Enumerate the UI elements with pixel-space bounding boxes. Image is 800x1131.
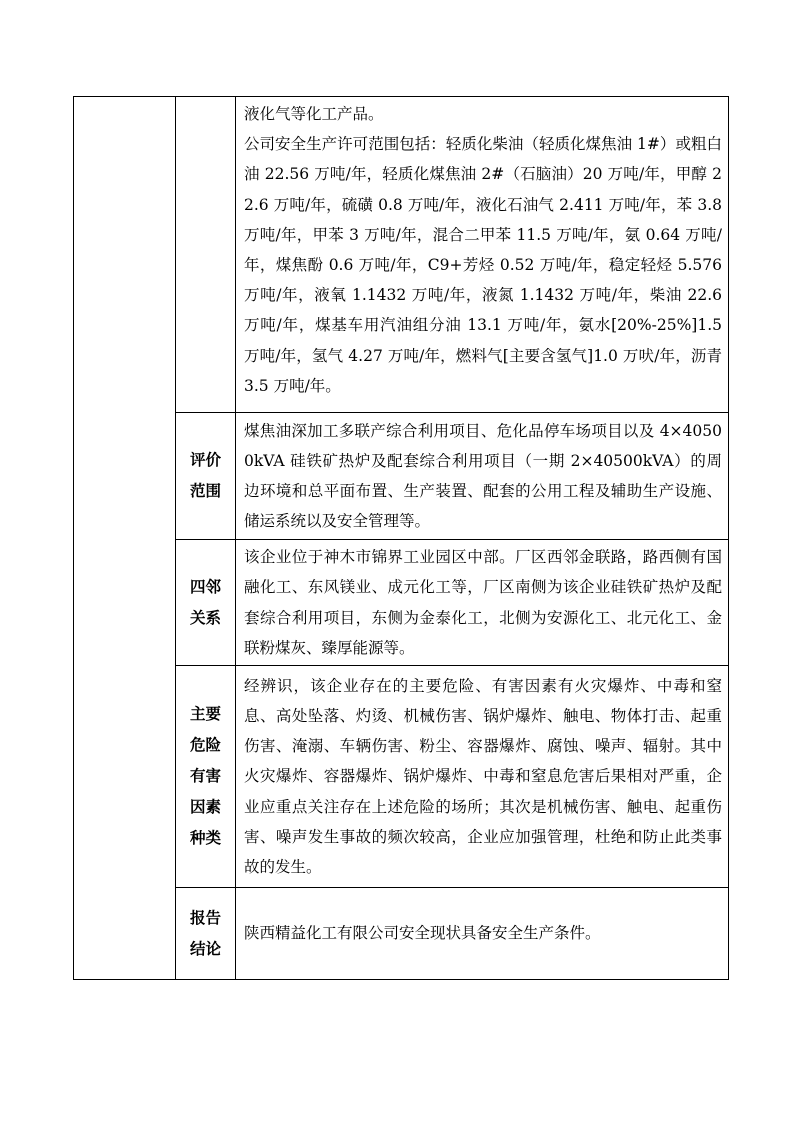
report-table — [73, 96, 729, 980]
products-line: 液化气等化工产品。 — [244, 105, 384, 123]
row-label-conclusion: 报告 结论 — [176, 888, 236, 980]
row-label-neighbors: 四邻 关系 — [176, 540, 236, 666]
scope-text: 煤焦油深加工多联产综合利用项目、危化品停车场项目以及 4×40500kVA 硅铁矿热炉及配套综合利用项目（一期 2×40500kVA）的周边环境和总平面布置、生产装置、配套的公用工程及辅助生产设施、储运系统以及安全管理等。 — [236, 413, 729, 540]
neighbors-text: 该企业位于神木市锦界工业园区中部。厂区西邻金联路，路西侧有国融化工、东风镁业、成元化工等，厂区南侧为该企业硅铁矿热炉及配套综合利用项目，东侧为金泰化工，北侧为安源化工、北元化工、金联粉煤灰、臻厚能源等。 — [236, 540, 729, 666]
hazards-text: 经辨识，该企业存在的主要危险、有害因素有火灾爆炸、中毒和窒息、高处坠落、灼烫、机械伤害、锅炉爆炸、触电、物体打击、起重伤害、淹溺、车辆伤害、粉尘、容器爆炸、腐蚀、噪声、辐射。其中火灾爆炸、容器爆炸、锅炉爆炸、中毒和窒息危害后果相对严重，企业应重点关注存在上述危险的场所；其次是机械伤害、触电、起重伤害、噪声发生事故的频次较高，企业应加强管理，杜绝和防止此类事故的发生。 — [236, 666, 729, 888]
products-cell — [236, 97, 729, 413]
license-scope-text: 公司安全生产许可范围包括：轻质化柴油（轻质化煤焦油 1#）或粗白油 22.56 万吨/年，轻质化煤焦油 2#（石脑油）20 万吨/年，甲醇 22.6 万吨/年，硫磺 0.8 万吨/年，液化石油气 2.411 万吨/年，苯 3.8 万吨/年，甲苯 3 万吨/年，混合二甲苯 11.5 万吨/年，氨 0.64 万吨/年，煤焦酚 0.6 万吨/年，C9+芳烃 0.52 万吨/年，稳定轻烃 5.576 万吨/年，液氧 1.1432 万吨/年，液氮 1.1432 万吨/年，柴油 22.6 万吨/年，煤基车用汽油组分油 13.1 万吨/年，氨水[20%-25%]1.5 万吨/年，氢气 4.27 万吨/年，燃料气[主要含氢气]1.0 万吠/年，沥青 3.5 万吨/年。 — [244, 135, 722, 395]
left-merged-cell — [74, 97, 176, 980]
row-label-scope: 评价 范围 — [176, 413, 236, 540]
row-label-hazards: 主要 危险 有害 因素 种类 — [176, 666, 236, 888]
row-label-empty — [176, 97, 236, 413]
conclusion-text: 陕西精益化工有限公司安全现状具备安全生产条件。 — [236, 888, 729, 980]
table-row-products — [74, 97, 729, 413]
